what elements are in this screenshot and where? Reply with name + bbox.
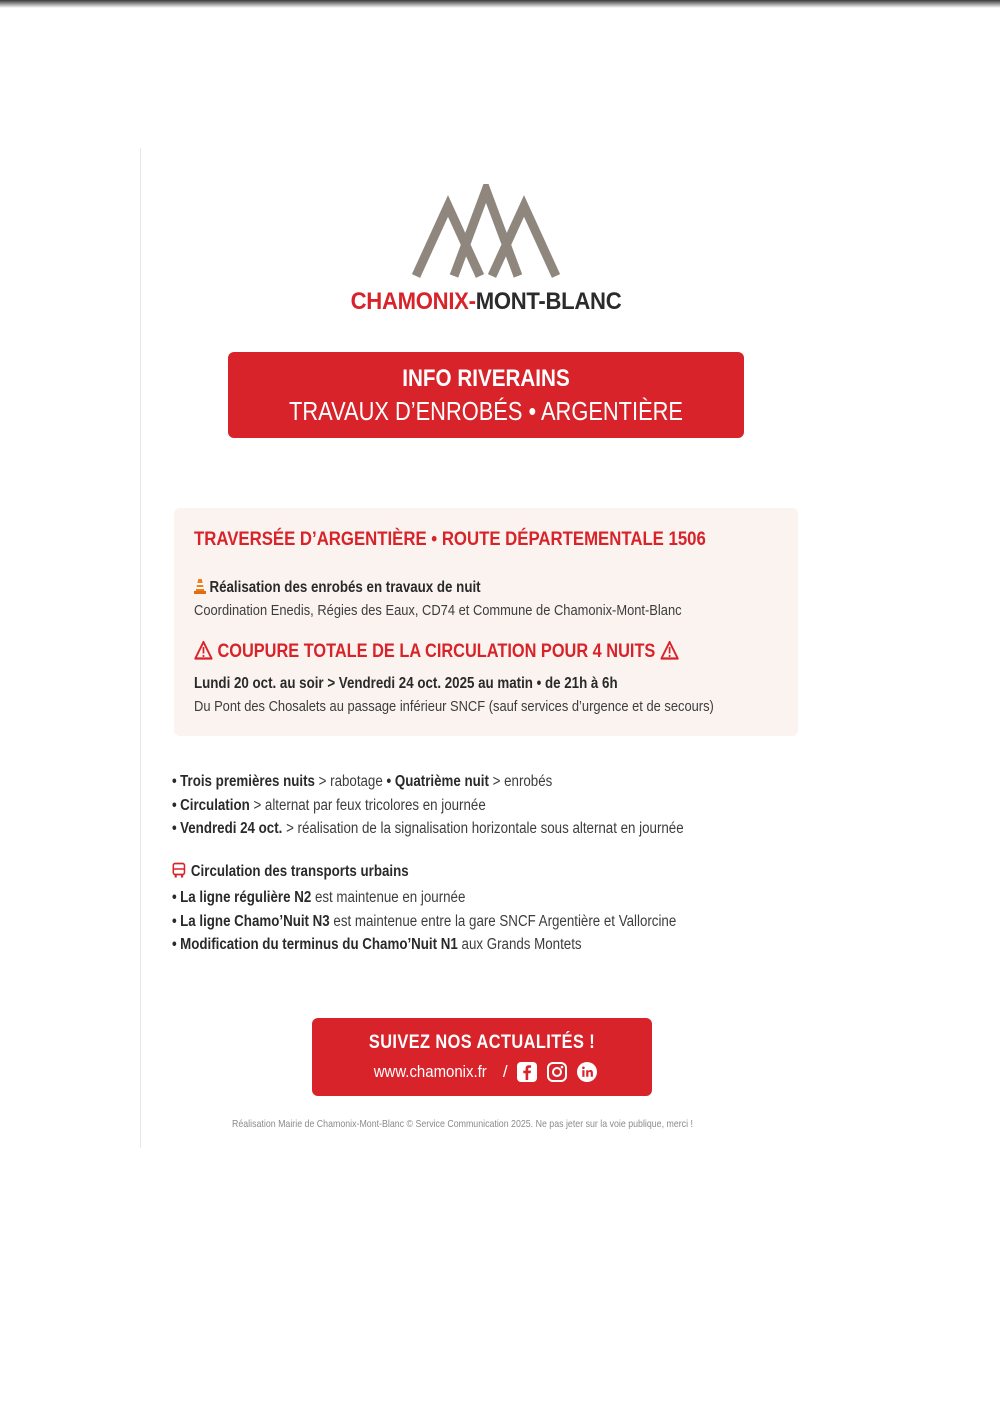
facebook-icon[interactable] bbox=[516, 1061, 538, 1083]
info-panel bbox=[174, 508, 798, 736]
linkedin-icon[interactable] bbox=[576, 1061, 598, 1083]
follow-links bbox=[312, 1061, 652, 1083]
brand-name bbox=[315, 288, 657, 316]
instagram-icon[interactable] bbox=[546, 1061, 568, 1083]
banner-title: INFO RIVERAINS bbox=[402, 365, 570, 392]
list-item: • Vendredi 24 oct. > réalisation de la signalisation horizontale sous alternat en journée bbox=[172, 820, 684, 837]
follow-banner bbox=[312, 1018, 652, 1096]
website-link[interactable]: www.chamonix.fr bbox=[374, 1062, 488, 1081]
panel-title: TRAVERSÉE D’ARGENTIÈRE • ROUTE DÉPARTEMENTALE 1506 bbox=[194, 528, 706, 550]
transport-heading: Circulation des transports urbains bbox=[172, 862, 409, 881]
closure-line bbox=[194, 640, 679, 663]
banner-subtitle: TRAVAUX D’ENROBÉS • ARGENTIÈRE bbox=[289, 396, 683, 426]
list-item: • La ligne Chamo’Nuit N3 est maintenue entre la gare SNCF Argentière et Vallorcine bbox=[172, 912, 677, 930]
mountains-logo bbox=[410, 184, 562, 280]
separator: / bbox=[502, 1062, 508, 1081]
warning-icon bbox=[660, 640, 679, 660]
coordination-text: Coordination Enedis, Régies des Eaux, CD74 et Commune de Chamonix-Mont-Blanc bbox=[194, 602, 682, 619]
warning-icon bbox=[194, 640, 213, 660]
list-item: • Modification du terminus du Chamo’Nuit N1 aux Grands Montets bbox=[172, 936, 582, 953]
list-item: • La ligne régulière N2 est maintenue en journée bbox=[172, 889, 466, 906]
follow-title: SUIVEZ NOS ACTUALITÉS ! bbox=[368, 1032, 596, 1053]
bus-icon bbox=[172, 862, 186, 878]
closure-text: COUPURE TOTALE DE LA CIRCULATION POUR 4 NUITS bbox=[217, 641, 656, 662]
list-item: • Circulation > alternat par feux tricolores en journée bbox=[172, 796, 486, 814]
footer-credits: Réalisation Mairie de Chamonix-Mont-Blanc © Service Communication 2025. Ne pas jeter sur la voie publique, merci ! bbox=[232, 1118, 693, 1130]
night-works-line bbox=[194, 578, 481, 597]
scan-edge bbox=[0, 0, 1000, 8]
brand-part-dark: MONT-BLANC bbox=[475, 288, 622, 315]
traffic-cone-icon bbox=[194, 578, 206, 594]
brand-part-red: CHAMONIX- bbox=[350, 288, 476, 315]
works-list bbox=[172, 773, 767, 844]
night-works-text: Réalisation des enrobés en travaux de nuit bbox=[209, 579, 481, 596]
transport-list bbox=[172, 889, 758, 960]
list-item: • Trois premières nuits > rabotage • Quatrième nuit > enrobés bbox=[172, 773, 553, 790]
header-banner bbox=[228, 352, 744, 438]
zone-text: Du Pont des Chosalets au passage inférieur SNCF (sauf services d’urgence et de secours) bbox=[194, 698, 714, 715]
dates-text: Lundi 20 oct. au soir > Vendredi 24 oct. 2025 au matin • de 21h à 6h bbox=[194, 675, 618, 692]
